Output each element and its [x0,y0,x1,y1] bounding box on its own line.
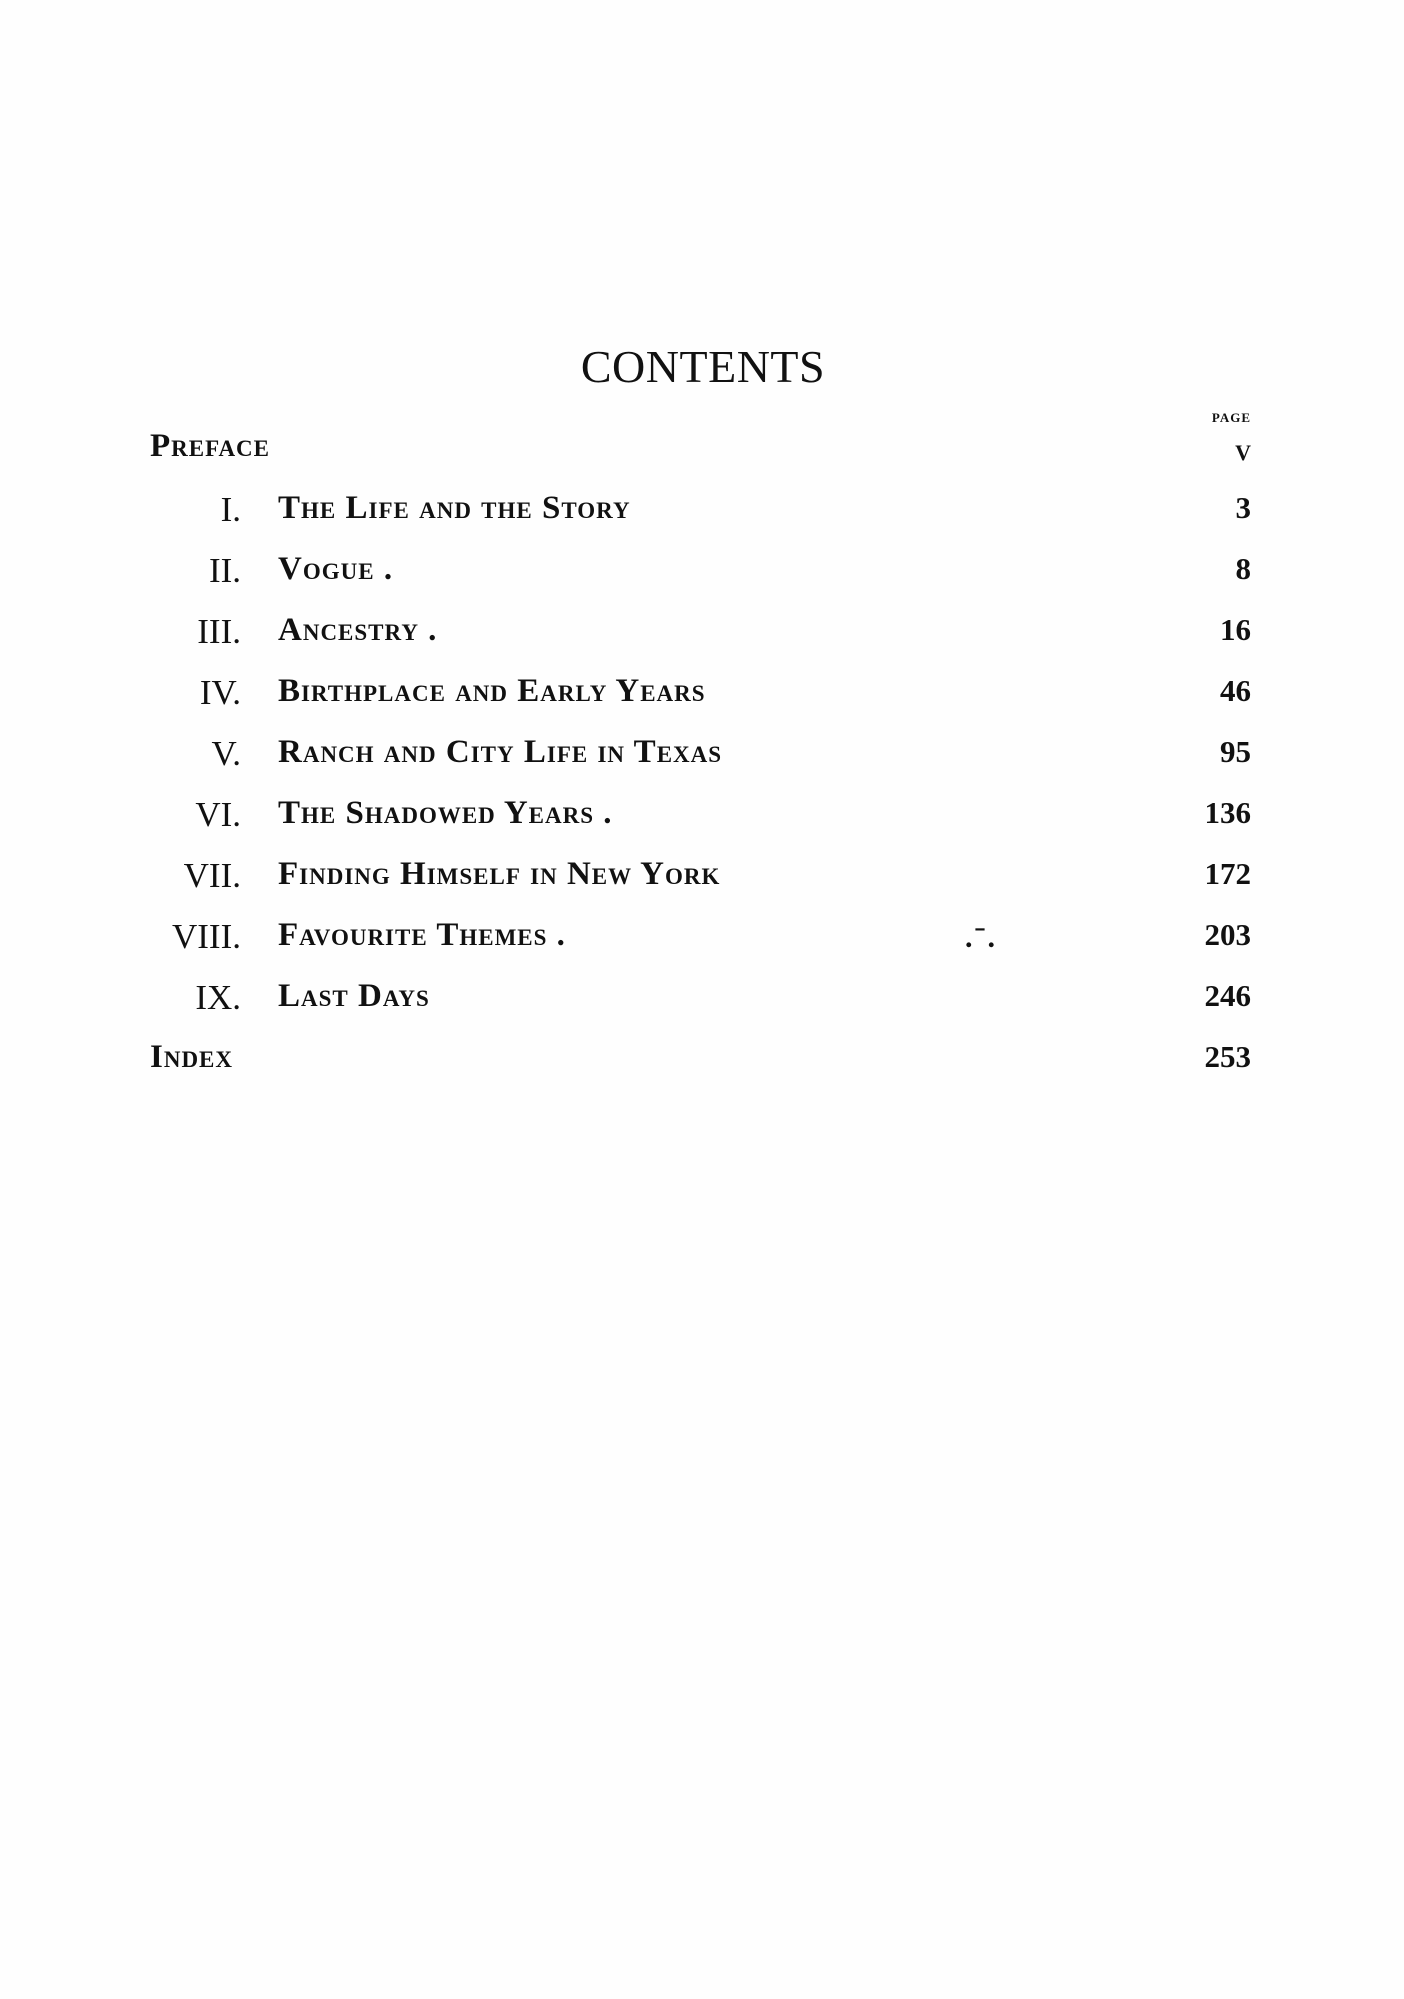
toc-entry-preface[interactable] [0,428,1404,478]
toc-entry-number: II. [208,551,241,590]
toc-entry-page: 3 [1235,490,1251,525]
contents-heading-text: CONTENTS [580,341,826,392]
toc-entry-title: Index [150,1039,234,1075]
toc-entry-page: 253 [1204,1039,1251,1074]
toc-entry-number: IX. [195,978,241,1017]
stray-print-mark: . ̄ . [965,921,995,954]
toc-entry-page: 172 [1204,856,1251,891]
toc-entry-chapter-9[interactable] [0,978,1404,1028]
toc-entry-chapter-2[interactable] [0,551,1404,601]
contents-heading [0,340,1404,393]
toc-entry-page: 203 [1204,917,1251,952]
toc-entry-page: 95 [1220,734,1251,769]
toc-entry-number: VI. [195,795,241,834]
toc-entry-page: 136 [1204,795,1251,830]
toc-entry-index[interactable] [0,1039,1404,1089]
toc-entry-number: I. [220,490,241,529]
toc-entry-page: 8 [1235,551,1251,586]
toc-entry-title: Vogue . [278,551,394,587]
toc-entry-page: 16 [1220,612,1251,647]
toc-entry-chapter-7[interactable] [0,856,1404,906]
toc-entry-title: The Shadowed Years . [278,795,613,831]
page-column-label: PAGE [1211,410,1251,425]
toc-entry-title: Birthplace and Early Years [278,673,706,709]
toc-entry-title: Finding Himself in New York [278,856,721,892]
toc-entry-number: III. [197,612,241,651]
toc-entry-title: Ancestry . [278,612,438,648]
toc-entry-chapter-6[interactable] [0,795,1404,845]
toc-entry-title: Favourite Themes . [278,917,566,953]
toc-entry-page: v [1235,432,1251,467]
toc-entry-number: VII. [183,856,241,895]
toc-entry-number: VIII. [172,917,241,956]
toc-entry-chapter-4[interactable] [0,673,1404,723]
toc-entry-chapter-1[interactable] [0,490,1404,540]
toc-entry-title: Ranch and City Life in Texas [278,734,723,770]
toc-entry-number: V. [211,734,241,773]
toc-entry-page: 46 [1220,673,1251,708]
toc-entry-chapter-3[interactable] [0,612,1404,662]
toc-entry-title: Preface [150,428,271,464]
toc-entry-page: 246 [1204,978,1251,1013]
toc-entry-title: Last Days [278,978,430,1014]
toc-entry-title: The Life and the Story [278,490,631,526]
toc-entry-number: IV. [199,673,241,712]
toc-entry-chapter-5[interactable] [0,734,1404,784]
toc-entry-chapter-8[interactable] [0,917,1404,967]
